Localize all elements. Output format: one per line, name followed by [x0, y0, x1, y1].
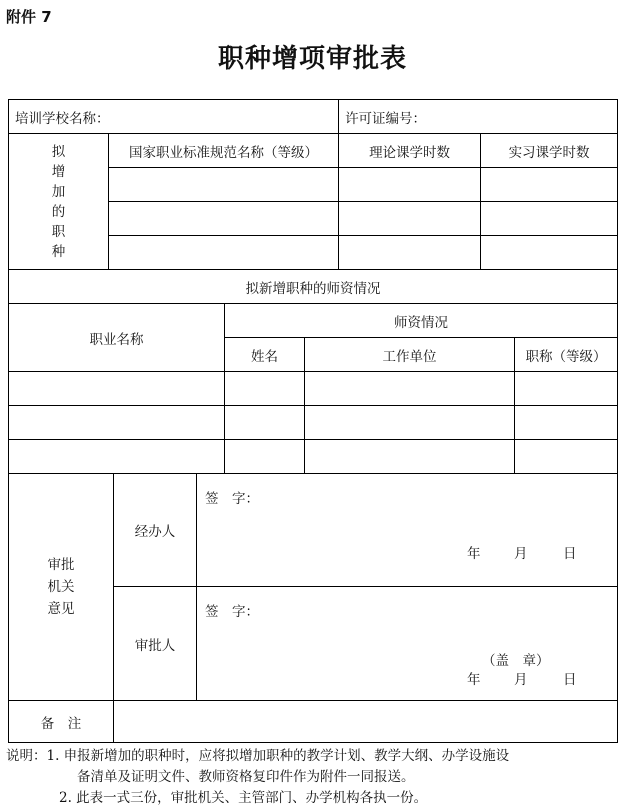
work-unit-cell[interactable] — [305, 440, 515, 474]
approver-label: 审批人 — [114, 587, 197, 701]
theory-hours-cell[interactable] — [339, 236, 481, 270]
notes-block — [6, 746, 618, 809]
teacher-name-cell[interactable] — [225, 372, 305, 406]
notes-prefix: 说明： — [6, 748, 47, 764]
remarks-label: 备 注 — [9, 701, 114, 743]
title-level-cell[interactable] — [515, 440, 618, 474]
standard-name-cell[interactable] — [109, 202, 339, 236]
remarks-cell[interactable] — [114, 701, 618, 743]
work-unit-cell[interactable] — [305, 406, 515, 440]
job-name-cell[interactable] — [9, 440, 225, 474]
teacher-name-header: 姓名 — [225, 338, 305, 372]
handler-date-day: 日 — [563, 546, 577, 562]
note-item-1-line-2: 备清单及证明文件、教师资格复印件作为附件一同报送。 — [77, 769, 415, 785]
new-occupation-side-label: 拟 增 加 的 职 种 — [9, 134, 109, 270]
teacher-section-heading: 拟新增职种的师资情况 — [9, 270, 618, 304]
title-level-header: 职称（等级） — [515, 338, 618, 372]
standard-name-cell[interactable] — [109, 168, 339, 202]
handler-sign-label: 签 字： — [205, 491, 259, 507]
school-name-label: 培训学校名称： — [15, 110, 110, 127]
attachment-label: 附件 7 — [6, 8, 52, 26]
job-name-cell[interactable] — [9, 406, 225, 440]
handler-date-year: 年 — [467, 546, 481, 562]
license-number-label: 许可证编号： — [345, 110, 427, 127]
approver-sign-area[interactable] — [197, 587, 618, 701]
handler-sign-area[interactable] — [197, 474, 618, 587]
title-level-cell[interactable] — [515, 372, 618, 406]
license-number-field[interactable] — [339, 100, 618, 134]
approver-date-year: 年 — [467, 672, 481, 688]
theory-hours-cell[interactable] — [339, 202, 481, 236]
title-level-cell[interactable] — [515, 406, 618, 440]
standard-name-header: 国家职业标准规范名称（等级） — [109, 134, 339, 168]
job-name-header: 职业名称 — [9, 304, 225, 372]
practice-hours-cell[interactable] — [481, 236, 618, 270]
theory-hours-cell[interactable] — [339, 168, 481, 202]
approver-date-month: 月 — [514, 672, 528, 688]
note-item-2: 2. 此表一式三份，审批机关、主管部门、办学机构各执一份。 — [59, 790, 428, 806]
practice-hours-header: 实习课学时数 — [481, 134, 618, 168]
job-name-cell[interactable] — [9, 372, 225, 406]
form-title: 职种增项审批表 — [217, 44, 407, 74]
standard-name-cell[interactable] — [109, 236, 339, 270]
teacher-name-cell[interactable] — [225, 406, 305, 440]
teacher-name-cell[interactable] — [225, 440, 305, 474]
school-name-field[interactable] — [9, 100, 339, 134]
approval-authority-label: 审批 机关 意见 — [9, 474, 114, 701]
practice-hours-cell[interactable] — [481, 202, 618, 236]
seal-label: （盖 章） — [482, 653, 550, 669]
approver-sign-label: 签 字： — [205, 604, 259, 620]
teacher-info-header: 师资情况 — [225, 304, 618, 338]
practice-hours-cell[interactable] — [481, 168, 618, 202]
theory-hours-header: 理论课学时数 — [339, 134, 481, 168]
work-unit-cell[interactable] — [305, 372, 515, 406]
note-item-1-line-1: 1. 申报新增加的职种时，应将拟增加职种的教学计划、教学大纲、办学设施设 — [46, 748, 510, 764]
handler-label: 经办人 — [114, 474, 197, 587]
approver-date-day: 日 — [563, 672, 577, 688]
approval-form-table — [8, 99, 618, 743]
work-unit-header: 工作单位 — [305, 338, 515, 372]
handler-date-month: 月 — [514, 546, 528, 562]
